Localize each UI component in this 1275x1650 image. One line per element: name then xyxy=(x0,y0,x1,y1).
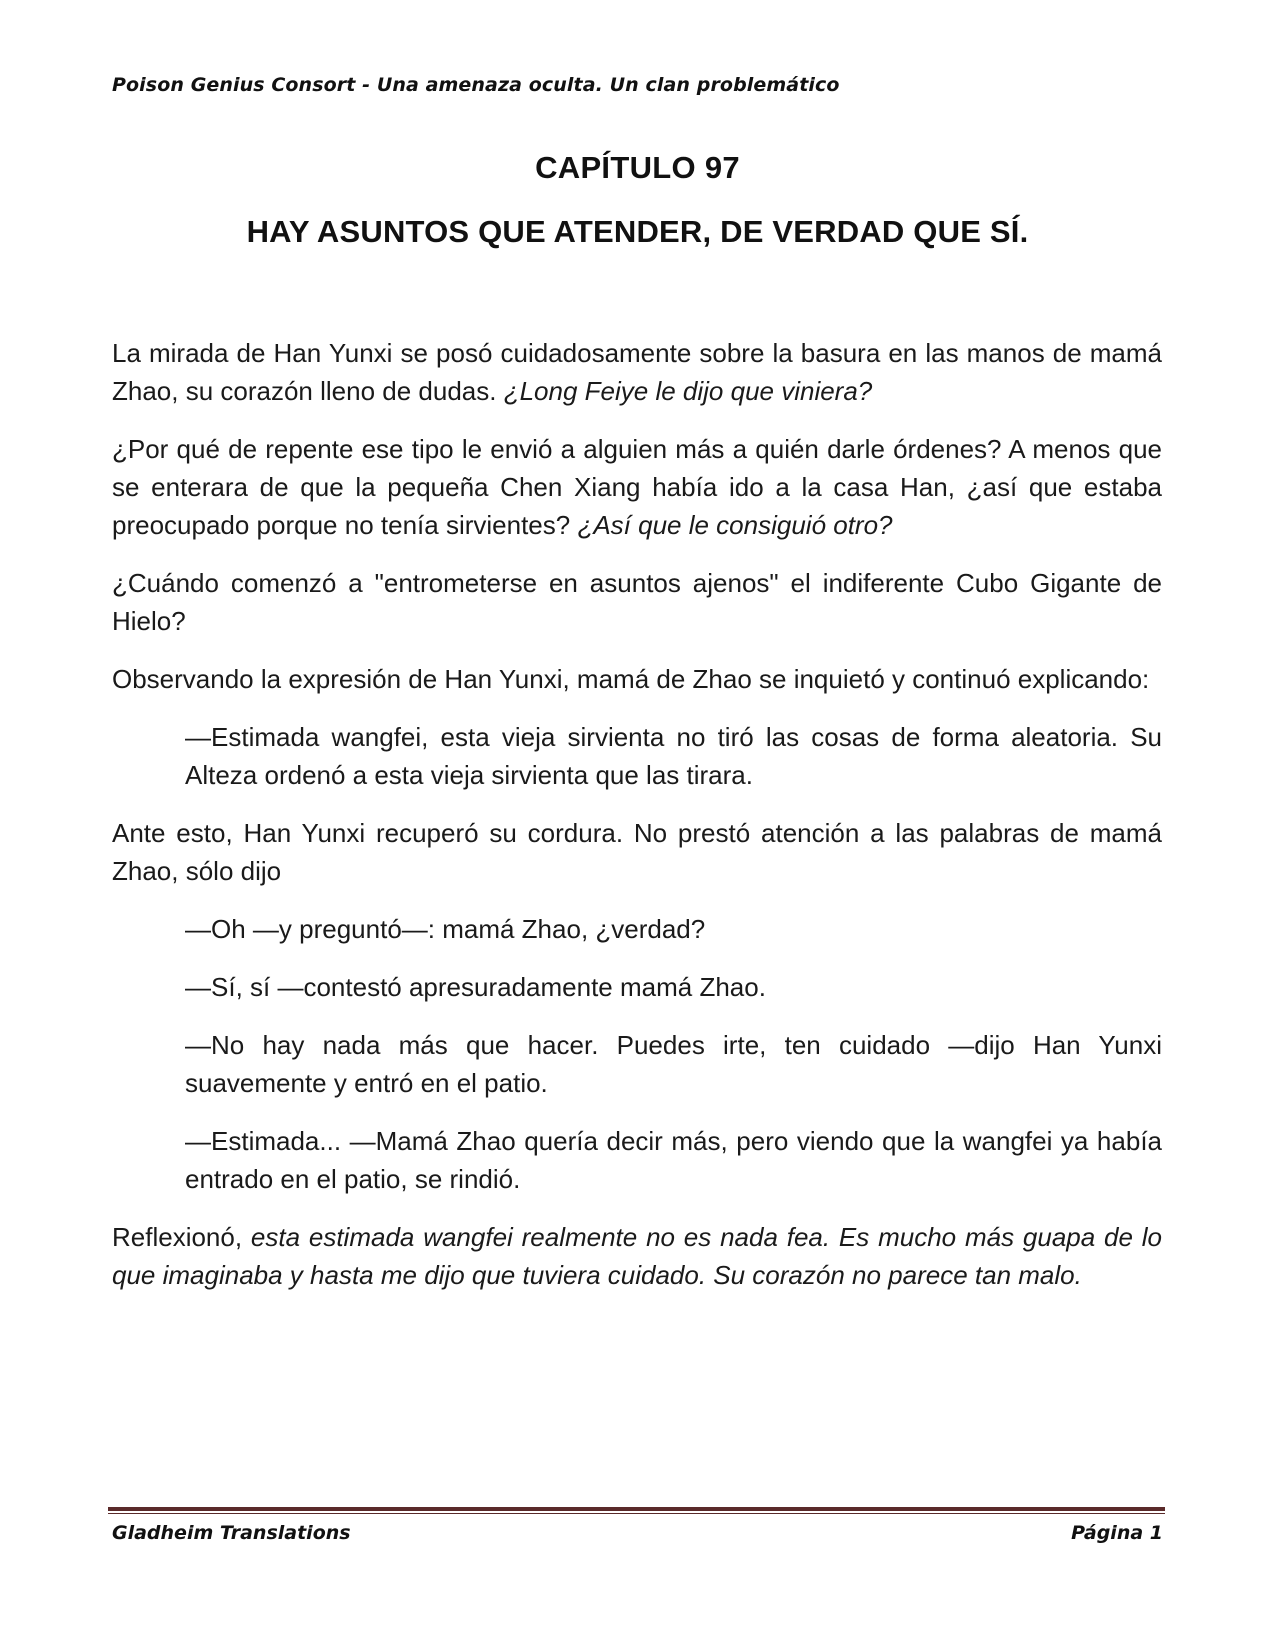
dialogue-paragraph xyxy=(185,718,1162,794)
paragraph xyxy=(112,430,1162,544)
italic-text: ¿Así que le consiguió otro? xyxy=(577,510,893,540)
text-run: ¿Cuándo comenzó a "entrometerse en asuntos ajenos" el indiferente Cubo Gigante de Hielo? xyxy=(112,568,1162,636)
chapter-body xyxy=(112,334,1162,1314)
text-run: —Sí, sí —contestó apresuradamente mamá Zhao. xyxy=(185,972,766,1002)
italic-text: esta estimada wangfei realmente no es nada fea. Es mucho más guapa de lo que imaginaba y hasta me dijo que tuviera cuidado. Su corazón no parece tan malo. xyxy=(112,1222,1162,1290)
paragraph xyxy=(112,660,1162,698)
footer-rule-thin xyxy=(108,1513,1165,1514)
dialogue-paragraph xyxy=(185,1122,1162,1198)
chapter-title: HAY ASUNTOS QUE ATENDER, DE VERDAD QUE SÍ. xyxy=(246,214,1029,249)
text-run: La mirada de Han Yunxi se posó cuidadosamente sobre la basura en las manos de mamá Zhao, su corazón lleno de dudas. xyxy=(112,338,1162,406)
text-run: —No hay nada más que hacer. Puedes irte, ten cuidado —dijo Han Yunxi suavemente y entró en el patio. xyxy=(185,1030,1162,1098)
footer-rule xyxy=(108,1507,1165,1511)
paragraph xyxy=(112,814,1162,890)
footer-translator: Gladheim Translations xyxy=(112,1522,351,1544)
footer-page-number: Página 1 xyxy=(1071,1522,1163,1544)
italic-text: ¿Long Feiye le dijo que viniera? xyxy=(503,376,873,406)
dialogue-paragraph xyxy=(185,910,1162,948)
paragraph xyxy=(112,334,1162,410)
text-run: Reflexionó, xyxy=(112,1222,251,1252)
text-run: —Oh —y preguntó—: mamá Zhao, ¿verdad? xyxy=(185,914,706,944)
text-run: —Estimada wangfei, esta vieja sirvienta no tiró las cosas de forma aleatoria. Su Alteza ordenó a esta vieja sirvienta que las tirara. xyxy=(185,722,1162,790)
paragraph xyxy=(112,564,1162,640)
text-run: Observando la expresión de Han Yunxi, mamá de Zhao se inquietó y continuó explicando: xyxy=(112,664,1150,694)
running-header: Poison Genius Consort - Una amenaza oculta. Un clan problemático xyxy=(112,74,840,96)
chapter-number: CAPÍTULO 97 xyxy=(535,150,740,185)
text-run: —Estimada... —Mamá Zhao quería decir más, pero viendo que la wangfei ya había entrado en el patio, se rindió. xyxy=(185,1126,1162,1194)
paragraph xyxy=(112,1218,1162,1294)
dialogue-paragraph xyxy=(185,1026,1162,1102)
text-run: Ante esto, Han Yunxi recuperó su cordura. No prestó atención a las palabras de mamá Zhao, sólo dijo xyxy=(112,818,1162,886)
text-run: ¿Por qué de repente ese tipo le envió a alguien más a quién darle órdenes? A menos que se enterara de que la pequeña Chen Xiang había ido a la casa Han, ¿así que estaba preocupado porque no tenía sirvientes? xyxy=(112,434,1162,540)
dialogue-paragraph xyxy=(185,968,1162,1006)
